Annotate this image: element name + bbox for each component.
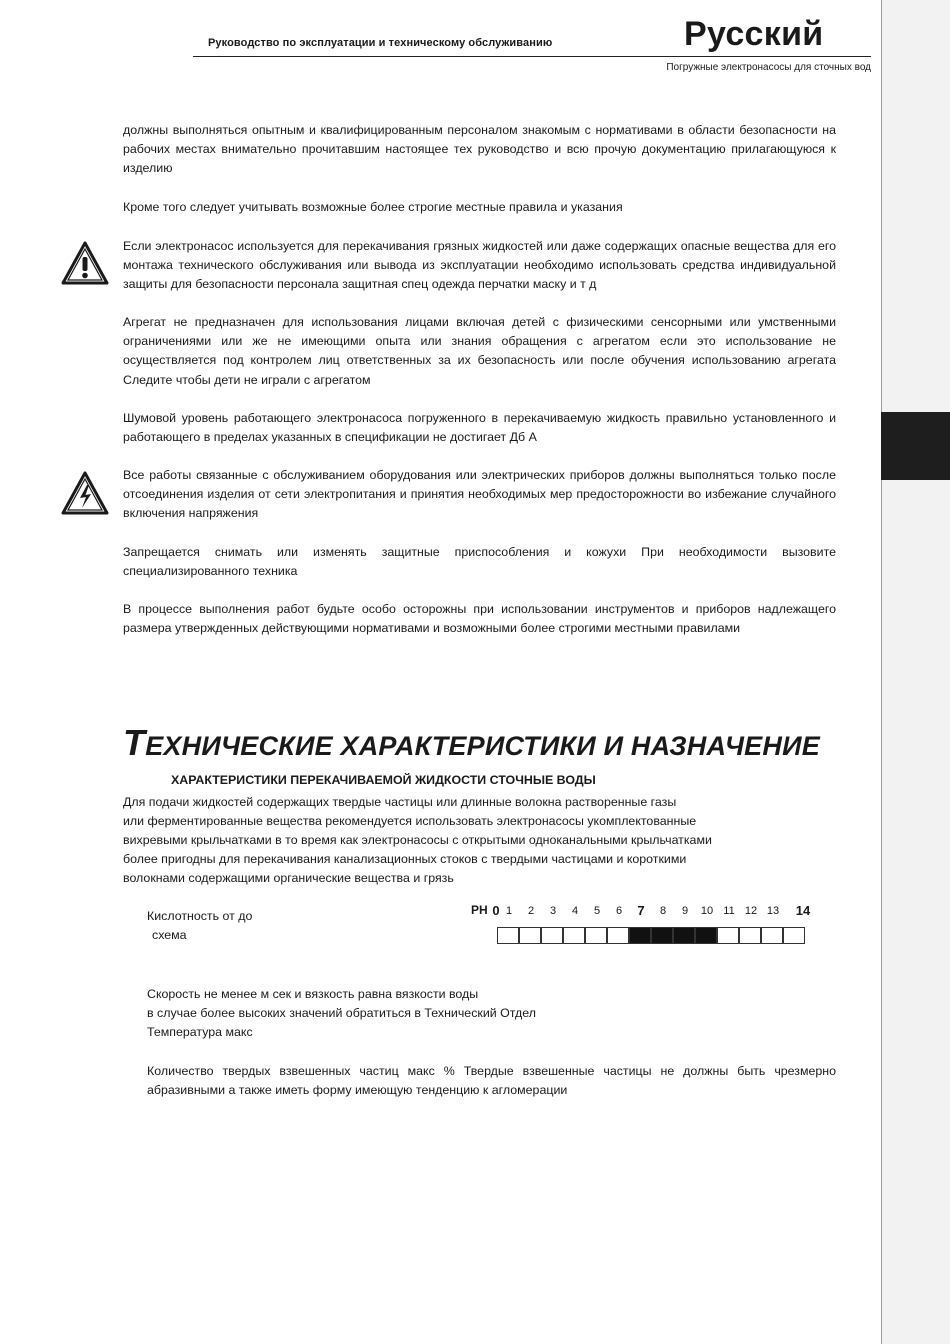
paragraph-local-rules: Кроме того следует учитывать возможные более строгие местные правила и указания [123, 200, 623, 214]
paragraph-qualified-personnel: должны выполняться опытным и квалифицированным персоналом знакомым с нормативами в области безопасности на рабочих местах внимательно прочитавшим настоящее тех руководство и всю прочую документацию прилагающуюся к изделию [123, 123, 836, 176]
ph-scale-cell [519, 927, 541, 944]
ph-scale-cell [607, 927, 629, 944]
ph-value-label: 4 [571, 905, 579, 917]
ph-scale-cell [497, 927, 519, 944]
ph-scale-label: PH [471, 903, 488, 917]
ph-value-label: 9 [681, 905, 689, 917]
temperature-line: Температура макс [147, 1025, 253, 1039]
ph-scale-cell [739, 927, 761, 944]
section-title [123, 722, 820, 764]
acidity-label: Кислотность от до [147, 909, 253, 923]
speed-line: в случае более высоких значений обратиться в Технический Отдел [147, 1006, 536, 1020]
scheme-label: схема [152, 928, 187, 942]
chapter-thumb-tab [881, 412, 950, 480]
ph-scale-cell [761, 927, 783, 944]
header-language: Русский [684, 15, 824, 53]
ph-value-label: 14 [795, 903, 811, 918]
ph-value-label: 13 [766, 905, 780, 917]
paragraph-suspended-solids: Количество твердых взвешенных частиц макс % Твердые взвешенные частицы не должны быть чрезмерно абразивными а также иметь форму имеющую тенденцию к агломерации [147, 1064, 836, 1098]
intro-line: или ферментированные вещества рекомендуется использовать электронасосы укомплектованные [123, 814, 697, 828]
ph-scale-cell [673, 927, 695, 944]
ph-value-label: 1 [505, 905, 513, 917]
ph-scale-cell [695, 927, 717, 944]
fluid-characteristics-heading: ХАРАКТЕРИСТИКИ ПЕРЕКАЧИВАЕМОЙ ЖИДКОСТИ СТОЧНЫЕ ВОДЫ [171, 773, 596, 787]
ph-scale-cell [651, 927, 673, 944]
ph-value-label: 10 [700, 905, 714, 917]
ph-scale-cell [541, 927, 563, 944]
ph-value-label: 11 [723, 905, 735, 917]
ph-scale-cell [585, 927, 607, 944]
ph-scale-cell [717, 927, 739, 944]
ph-value-label: 3 [549, 905, 557, 917]
section-title-rest: ЕХНИЧЕСКИЕ ХАРАКТЕРИСТИКИ И НАЗНАЧЕНИЕ [145, 731, 820, 761]
section-title-capital: Т [123, 722, 146, 763]
page-edge-band [881, 0, 950, 1344]
paragraph-protective-covers: Запрещается снимать или изменять защитные приспособления и кожухи При необходимости вызовите специализированного техника [123, 545, 836, 579]
paragraph-electrical-disconnect: Все работы связанные с обслуживанием оборудования или электрических приборов должны выполняться только после отсоединения изделия от сети электропитания и принятия необходимых мер предосторожности во избежание случайного включения напряжения [123, 468, 836, 521]
header-subtitle: Погружные электронасосы для сточных вод [666, 62, 871, 73]
paragraph-protective-equipment: Если электронасос используется для перекачивания грязных жидкостей или даже содержащих опасные вещества для его монтажа технического обслуживания или вывода из эксплуатации необходимо использовать средства индивидуальной защиты для безопасности персонала защитная спец одежда перчатки маску и т д [123, 239, 836, 292]
intro-line: более пригодны для перекачивания канализационных стоков с твердыми частицами и короткими [123, 852, 687, 866]
ph-scale-cell [783, 927, 805, 944]
intro-line: волокнами содержащими органические вещества и грязь [123, 871, 454, 885]
ph-value-label: 6 [615, 905, 623, 917]
ph-scale-cell [563, 927, 585, 944]
ph-value-label: 0 [492, 903, 500, 918]
ph-value-label: 2 [527, 905, 535, 917]
ph-value-label: 12 [744, 905, 758, 917]
warning-exclamation-icon [60, 240, 110, 286]
header-title: Руководство по эксплуатации и техническому обслуживанию [208, 37, 553, 49]
paragraph-children-restriction: Агрегат не предназначен для использования лицами включая детей с физическими сенсорными или умственными ограничениями или же не имеющими опыта или знания обращения с агрегатом если это использование не осуществляется под контролем лиц ответственных за их безопасность или после обучения использованию агрегата Следите чтобы дети не играли с агрегатом [123, 315, 836, 387]
ph-value-label: 8 [659, 905, 667, 917]
electrical-hazard-icon [60, 470, 110, 516]
ph-scale-cell [629, 927, 651, 944]
paragraph-noise-level: Шумовой уровень работающего электронасоса погруженного в перекачиваемую жидкость правильно установленного и работающего в пределах указанных в спецификации не достигает Дб А [123, 411, 836, 445]
paragraph-tools-caution: В процессе выполнения работ будьте особо осторожны при использовании инструментов и приборов надлежащего размера утвержденных действующими нормативами и возможными более строгими местными правилами [123, 602, 836, 636]
ph-value-label: 5 [593, 905, 601, 917]
ph-value-label: 7 [637, 903, 645, 918]
intro-line: вихревыми крыльчатками в то время как электронасосы с открытыми одноканальными крыльчатками [123, 833, 712, 847]
header-divider [193, 56, 871, 57]
intro-line: Для подачи жидкостей содержащих твердые частицы или длинные волокна растворенные газы [123, 795, 677, 809]
speed-line: Скорость не менее м сек и вязкость равна вязкости воды [147, 987, 479, 1001]
